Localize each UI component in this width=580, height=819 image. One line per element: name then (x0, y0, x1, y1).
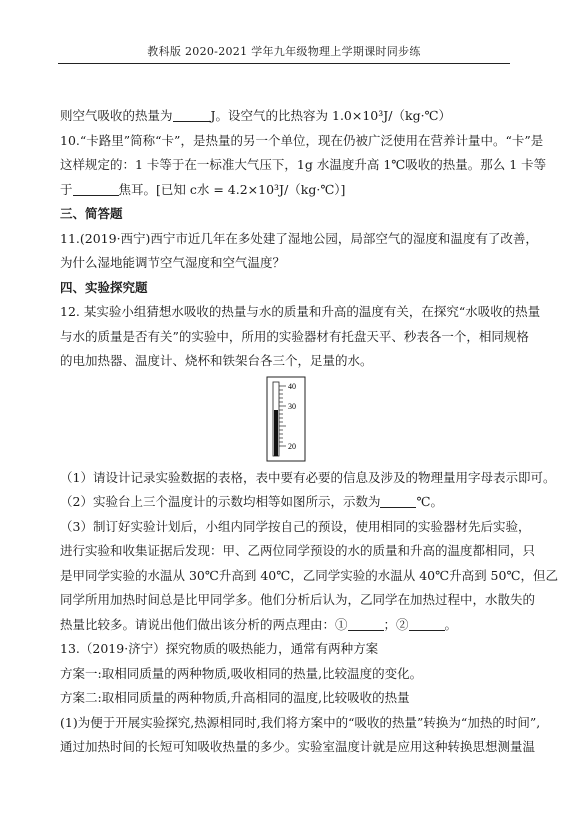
q12-part-3-line-2: 进行实验和收集证据后发现：甲、乙两位同学预设的水的质量和升高的温度都相同，只 (60, 543, 536, 558)
thermometer-liquid-column (274, 410, 278, 456)
section-heading-short-answer: 三、简答题 (60, 206, 123, 221)
text: 热量比较多。请说出他们做出该分析的两点理由：① (60, 616, 348, 632)
page-header: 教科版 2020-2021 学年九年级物理上学期课时同步练 (147, 45, 421, 58)
tick-label-20: 20 (288, 441, 296, 451)
thermometer-icon (266, 376, 308, 462)
text: 焦耳。[已知 c水 = 4.2×10³J/（kg·℃）] (118, 181, 346, 197)
q12-part-3-line-5 (60, 613, 515, 638)
text: 。 (444, 616, 458, 632)
answer-blank[interactable] (348, 616, 384, 631)
text: （2）实验台上三个温度计的示数均相等如图所示，示数为 (60, 494, 381, 509)
q12-line-1: 12. 某实验小组猜想水吸收的热量与水的质量和升高的温度有关，在探究“水吸收的热量 (60, 304, 541, 319)
q10-line-1: 10.“卡路里”简称“卡”，是热量的另一个单位，现在仍被广泛使用在营养计量中。“卡”是 (60, 132, 544, 148)
text: ；② (383, 616, 409, 632)
q13-part-1-line-2: 通过加热时间的长短可知吸收热量的多少。实验室温度计就是应用这种转换思想测量温 (60, 739, 536, 754)
tick-label-40: 40 (288, 381, 296, 391)
document-body (60, 104, 558, 760)
section-heading-experiment: 四、实验探究题 (60, 279, 148, 295)
answer-blank[interactable] (380, 493, 416, 508)
q12-part-3-line-4: 同学所用加热时间总是比甲同学多。他们分析后认为，乙同学在加热过程中，水散失的 (60, 592, 536, 607)
q11-line-1: 11.(2019·西宁)西宁市近几年在多处建了湿地公园，局部空气的湿度和温度有了改善， (60, 230, 538, 246)
q12-part-1: （1）请设计记录实验数据的表格，表中要有必要的信息及涉及的物理量用字母表示即可。 (60, 469, 556, 485)
q13-plan-1: 方案一:取相同质量的两种物质,吸收相同的热量,比较温度的变化。 (60, 665, 423, 681)
q12-part-3-line-3: 是甲同学实验的水温从 30℃升高到 40℃，乙同学实验的水温从 40℃升高到 50℃，但乙 (60, 567, 558, 583)
q10-line-3 (60, 178, 515, 203)
thermometer-figure (60, 374, 515, 466)
q9-answer-line (60, 104, 515, 129)
q12-line-3: 的电加热器、温度计、烧杯和铁架台各三个，足量的水。 (60, 353, 373, 368)
header-divider (58, 63, 510, 64)
q13-line-1: 13.（2019·济宁）探究物质的吸热能力，通常有两种方案 (60, 641, 379, 656)
q13-part-1-line-1: (1)为便于开展实验探究,热源相同时,我们将方案中的“吸收的热量”转换为“加热的时间”, (60, 714, 541, 730)
q12-part-2 (60, 490, 515, 515)
text: ℃。 (416, 494, 443, 509)
q13-plan-2: 方案二:取相同质量的两种物质,升高相同的温度,比较吸收的热量 (60, 690, 410, 705)
q12-part-3-line-1: （3）制订好实验计划后，小组内同学按自己的预设，使用相同的实验器材先后实验， (60, 518, 531, 534)
tick-label-30: 30 (288, 401, 296, 411)
text: 于 (60, 181, 73, 197)
text: 则空气吸收的热量为 (60, 108, 173, 123)
text: J。设空气的比热容为 1.0×10³J/（kg·℃） (210, 108, 452, 123)
answer-blank[interactable] (73, 181, 119, 196)
q11-line-2: 为什么湿地能调节空气湿度和空气温度？ (60, 255, 286, 270)
answer-blank[interactable] (173, 107, 211, 122)
answer-blank[interactable] (409, 616, 445, 631)
q10-line-2: 这样规定的：1 卡等于在一标准大气压下，1g 水温度升高 1℃吸收的热量。那么 1 卡等 (60, 157, 547, 172)
q12-line-2: 与水的质量是否有关”的实验中，所用的实验器材有托盘天平、秒表各一个，相同规格 (60, 328, 529, 344)
